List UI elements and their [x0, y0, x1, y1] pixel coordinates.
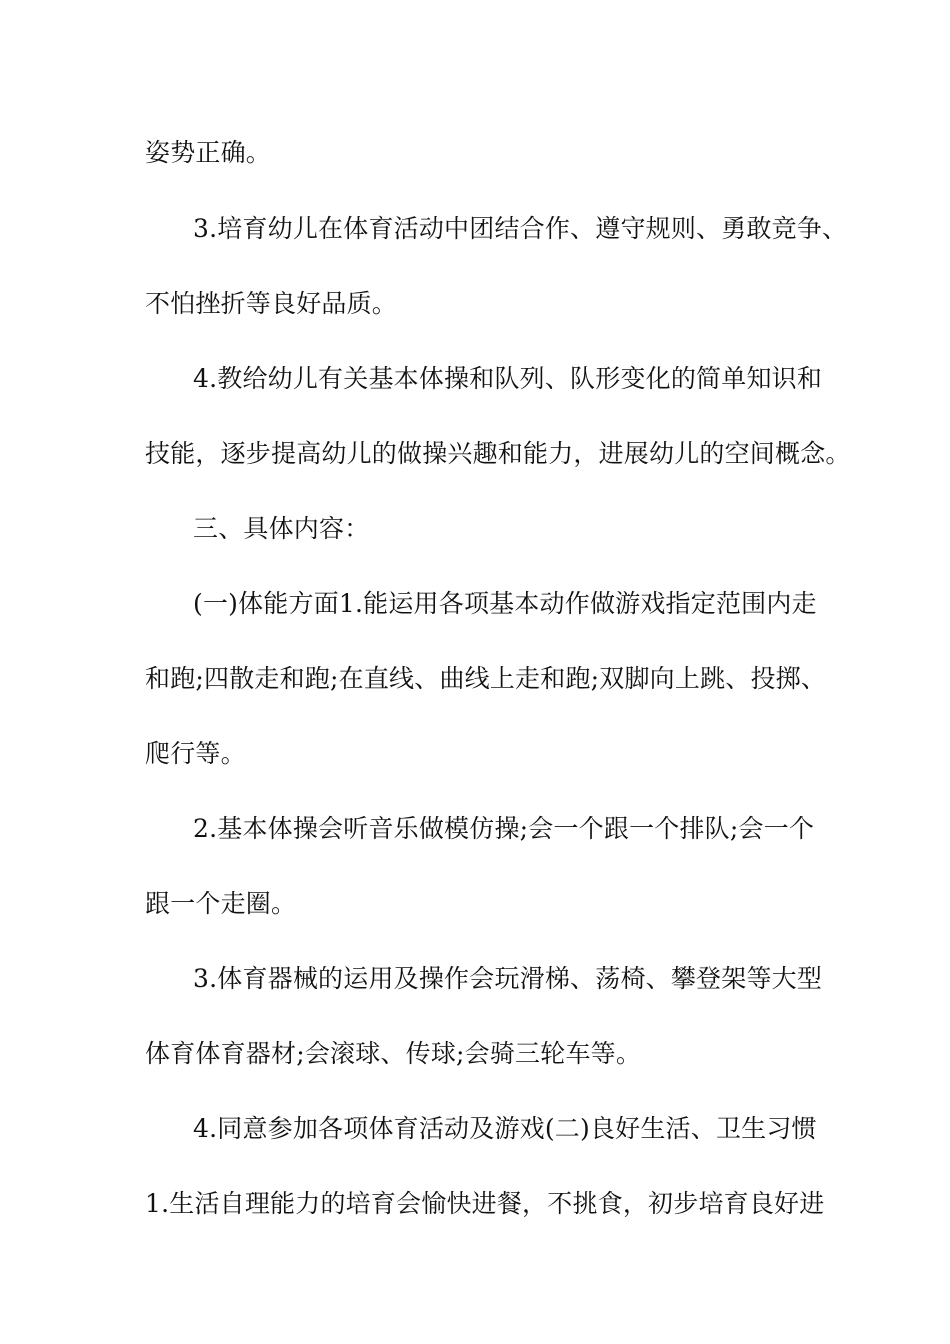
text-line-11: 跟一个走圈。	[145, 889, 297, 918]
text-line-5: 技能，逐步提高幼儿的做操兴趣和能力，进展幼儿的空间概念。	[145, 439, 851, 468]
text-line-10: 2.基本体操会听音乐做模仿操;会一个跟一个排队;会一个	[193, 814, 815, 843]
text-line-8: 和跑;四散走和跑;在直线、曲线上走和跑;双脚向上跳、投掷、	[145, 664, 827, 693]
text-line-7: (一)体能方面1.能运用各项基本动作做游戏指定范围内走	[193, 589, 817, 618]
section-heading: 三、具体内容：	[193, 514, 370, 543]
text-line-13: 体育体育器材;会滚球、传球;会骑三轮车等。	[145, 1039, 642, 1068]
text-line-1: 姿势正确。	[145, 138, 272, 167]
text-line-3: 不怕挫折等良好品质。	[145, 289, 398, 318]
text-line-15: 1.生活自理能力的培育会愉快进餐，不挑食，初步培育良好进	[145, 1189, 825, 1218]
text-line-12: 3.体育器械的运用及操作会玩滑梯、荡椅、攀登架等大型	[193, 964, 823, 993]
text-line-4: 4.教给幼儿有关基本体操和队列、队形变化的简单知识和	[193, 364, 823, 393]
text-line-9: 爬行等。	[145, 739, 246, 768]
text-line-2: 3.培育幼儿在体育活动中团结合作、遵守规则、勇敢竞争、	[193, 214, 848, 243]
text-line-14: 4.同意参加各项体育活动及游戏(二)良好生活、卫生习惯	[193, 1114, 817, 1143]
